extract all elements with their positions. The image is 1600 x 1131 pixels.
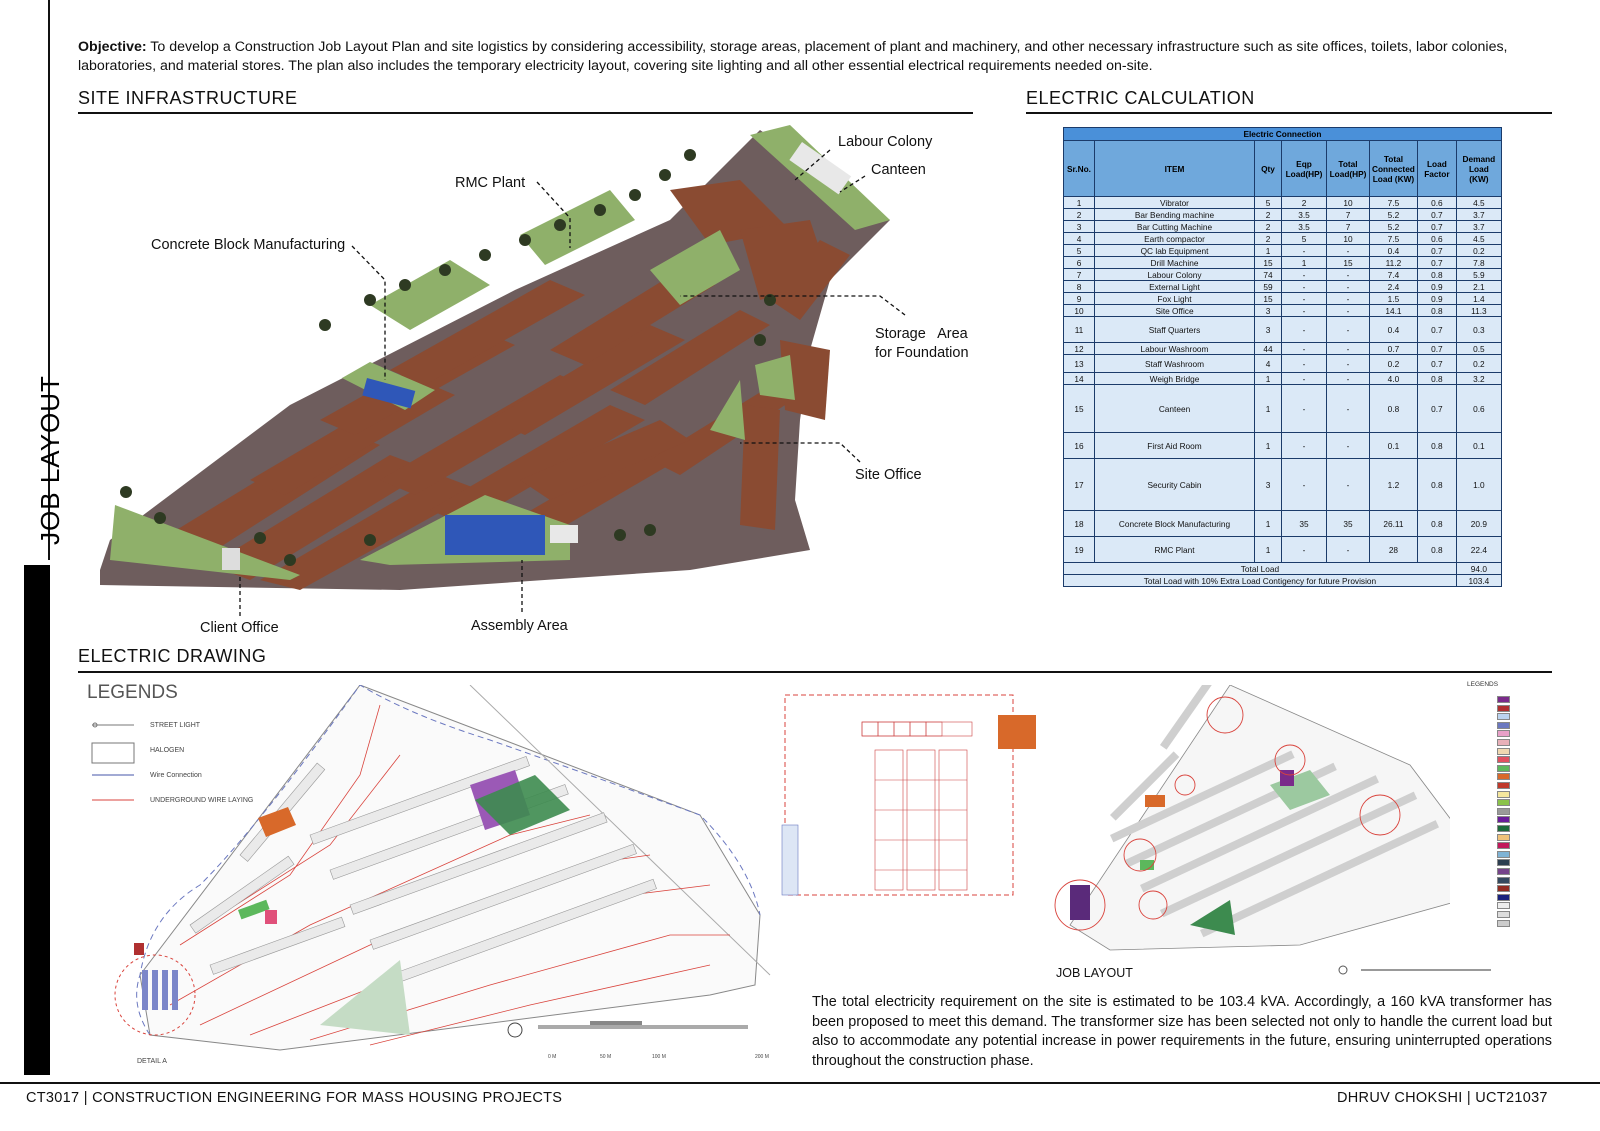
table-cell: 19 xyxy=(1064,537,1095,563)
table-row xyxy=(1064,245,1502,257)
footer-rule xyxy=(0,1082,1600,1084)
table-row xyxy=(1064,355,1502,373)
table-cell: Drill Machine xyxy=(1095,257,1255,269)
table-cell: 0.8 xyxy=(1417,537,1456,563)
table-cell: - xyxy=(1327,343,1370,355)
table-cell: 8 xyxy=(1064,281,1095,293)
table-cell: 1.2 xyxy=(1370,459,1418,511)
table-cell: 0.8 xyxy=(1417,269,1456,281)
transformer-wire-loop xyxy=(785,695,1013,895)
table-header-cell: Qty xyxy=(1255,141,1282,197)
table-cell: 3.5 xyxy=(1282,221,1327,233)
legend-swatch xyxy=(1497,851,1510,858)
legend-swatch xyxy=(1497,773,1510,780)
table-cell: 15 xyxy=(1064,385,1095,433)
table-cell: - xyxy=(1282,433,1327,459)
label-rmc-plant: RMC Plant xyxy=(455,175,526,191)
table-cell: Labour Washroom xyxy=(1095,343,1255,355)
table-cell: 5 xyxy=(1282,233,1327,245)
table-cell: First Aid Room xyxy=(1095,433,1255,459)
table-cell: 0.9 xyxy=(1417,281,1456,293)
table-cell: - xyxy=(1282,269,1327,281)
table-cell: 3 xyxy=(1255,317,1282,343)
table-row xyxy=(1064,281,1502,293)
scale-label-200: 200 M xyxy=(755,1054,769,1060)
legend-swatch xyxy=(1497,920,1510,927)
electric-connection-table xyxy=(1063,127,1502,587)
table-cell: 2 xyxy=(1064,209,1095,221)
table-cell: 7 xyxy=(1327,209,1370,221)
table-cell: 0.7 xyxy=(1417,343,1456,355)
table-cell: - xyxy=(1282,459,1327,511)
leader-rmc xyxy=(537,182,570,248)
table-cell: 0.7 xyxy=(1417,355,1456,373)
leader-site-office xyxy=(740,443,860,462)
legend-swatch xyxy=(1497,902,1510,909)
label-site-office: Site Office xyxy=(855,467,922,483)
table-cell: 14.1 xyxy=(1370,305,1418,317)
table-cell: 2.4 xyxy=(1370,281,1418,293)
table-cell: 17 xyxy=(1064,459,1095,511)
transformer-box xyxy=(998,715,1036,749)
job-layout-plan xyxy=(1050,685,1450,970)
table-cell: - xyxy=(1282,305,1327,317)
table-cell: 11.2 xyxy=(1370,257,1418,269)
table-cell: - xyxy=(1282,355,1327,373)
table-cell: - xyxy=(1327,281,1370,293)
table-cell: 4 xyxy=(1064,233,1095,245)
table-cell: 4 xyxy=(1255,355,1282,373)
table-row xyxy=(1064,197,1502,209)
table-cell: 4.5 xyxy=(1456,197,1501,209)
legend-swatch xyxy=(1497,894,1510,901)
table-cell: 7 xyxy=(1064,269,1095,281)
table-cell: - xyxy=(1327,537,1370,563)
legend-swatch xyxy=(1497,765,1510,772)
legend-swatch xyxy=(1497,799,1510,806)
table-cell: 59 xyxy=(1255,281,1282,293)
table-cell: 1 xyxy=(1255,385,1282,433)
electric-drawing-rule xyxy=(78,671,1552,673)
table-cell: 0.2 xyxy=(1370,355,1418,373)
table-cell: - xyxy=(1327,317,1370,343)
table-cell: 0.9 xyxy=(1417,293,1456,305)
table-cell: 0.6 xyxy=(1417,233,1456,245)
table-cell: - xyxy=(1327,385,1370,433)
table-cell: - xyxy=(1282,317,1327,343)
legend-swatch xyxy=(1497,877,1510,884)
table-cell: 3 xyxy=(1255,305,1282,317)
table-cell: 0.2 xyxy=(1456,245,1501,257)
job-layout-north xyxy=(1339,966,1347,974)
leader-canteen xyxy=(840,176,865,192)
table-caption: Electric Connection xyxy=(1064,128,1502,141)
table-cell: - xyxy=(1282,385,1327,433)
table-cell: 15 xyxy=(1327,257,1370,269)
table-cell: 2 xyxy=(1255,233,1282,245)
table-row xyxy=(1064,373,1502,385)
table-cell: 15 xyxy=(1255,257,1282,269)
table-cell: 74 xyxy=(1255,269,1282,281)
table-cell: 0.8 xyxy=(1417,459,1456,511)
table-header-cell: Demand Load (KW) xyxy=(1456,141,1501,197)
legend-swatch xyxy=(1497,859,1510,866)
objective-label: Objective: xyxy=(78,39,147,55)
table-cell: 0.6 xyxy=(1456,385,1501,433)
leader-concrete-block xyxy=(352,246,385,380)
table-cell: 10 xyxy=(1327,197,1370,209)
table-cell: - xyxy=(1282,343,1327,355)
table-cell: 1 xyxy=(1255,537,1282,563)
table-cell: 10 xyxy=(1327,233,1370,245)
table-header-row xyxy=(1064,141,1502,197)
table-cell: 4.5 xyxy=(1456,233,1501,245)
table-cell: 0.7 xyxy=(1417,209,1456,221)
label-canteen: Canteen xyxy=(871,162,926,178)
table-cell: 2 xyxy=(1255,209,1282,221)
footer-course: CT3017 | CONSTRUCTION ENGINEERING FOR MASS HOUSING PROJECTS xyxy=(26,1090,563,1106)
table-cell: 6 xyxy=(1064,257,1095,269)
table-cell: 0.7 xyxy=(1417,257,1456,269)
plan-pink-block xyxy=(265,910,277,924)
detail-a-label: DETAIL A xyxy=(137,1058,167,1065)
table-cell: 0.6 xyxy=(1417,197,1456,209)
electric-calculation-rule xyxy=(1026,112,1552,114)
transformer-grid xyxy=(862,722,972,890)
table-cell: 28 xyxy=(1370,537,1418,563)
table-header-cell: Sr.No. xyxy=(1064,141,1095,197)
table-cell: 11 xyxy=(1064,317,1095,343)
table-row xyxy=(1064,511,1502,537)
legend-swatch xyxy=(1497,705,1510,712)
table-cell: 3.5 xyxy=(1282,209,1327,221)
legend-swatch xyxy=(1497,868,1510,875)
table-header-cell: Load Factor xyxy=(1417,141,1456,197)
table-cell: 0.8 xyxy=(1417,433,1456,459)
label-storage-area: Storage Area xyxy=(875,326,968,342)
legend-swatch xyxy=(1497,713,1510,720)
table-cell: 4.0 xyxy=(1370,373,1418,385)
table-cell: Bar Bending machine xyxy=(1095,209,1255,221)
table-cell: - xyxy=(1327,305,1370,317)
table-row xyxy=(1064,221,1502,233)
legend-swatch xyxy=(1497,739,1510,746)
label-labour-colony: Labour Colony xyxy=(838,134,933,150)
table-cell: 0.4 xyxy=(1370,317,1418,343)
legend-swatch xyxy=(1497,730,1510,737)
table-cell: 1 xyxy=(1255,433,1282,459)
label-concrete-block: Concrete Block Manufacturing xyxy=(151,237,346,253)
table-cell: 35 xyxy=(1327,511,1370,537)
job-layout-green-small xyxy=(1140,860,1154,870)
table-total-row xyxy=(1064,575,1502,587)
table-cell: 2 xyxy=(1255,221,1282,233)
table-cell: 0.8 xyxy=(1417,373,1456,385)
table-header-cell: Eqp Load(HP) xyxy=(1282,141,1327,197)
table-cell: - xyxy=(1282,537,1327,563)
objective-text: To develop a Construction Job Layout Plan and site logistics by considering accessibility, storage areas, placement of plant and machinery, and other necessary infrastructure such as site offices, toilets, labor colonies, laboratories, and material stores. The plan also includes the temporary electricity layout, covering site lighting and all other essential electrical requirements needed on-site. xyxy=(78,39,1508,74)
electric-site-plan xyxy=(110,685,780,1070)
site-infrastructure-heading: SITE INFRASTRUCTURE xyxy=(78,88,298,108)
table-cell: 15 xyxy=(1255,293,1282,305)
plan-red-marker xyxy=(134,943,144,955)
table-cell: 12 xyxy=(1064,343,1095,355)
table-cell: - xyxy=(1282,281,1327,293)
table-cell: 1.5 xyxy=(1370,293,1418,305)
plan-outline xyxy=(140,685,760,1050)
table-cell: Earth compactor xyxy=(1095,233,1255,245)
table-cell: 1 xyxy=(1255,245,1282,257)
table-cell: 0.1 xyxy=(1456,433,1501,459)
table-cell: 0.7 xyxy=(1417,221,1456,233)
table-row xyxy=(1064,305,1502,317)
table-cell: 0.1 xyxy=(1370,433,1418,459)
table-cell: 0.8 xyxy=(1370,385,1418,433)
table-cell: 3 xyxy=(1255,459,1282,511)
table-cell: Vibrator xyxy=(1095,197,1255,209)
table-cell: 0.4 xyxy=(1370,245,1418,257)
legend-swatch xyxy=(1497,834,1510,841)
table-cell: Concrete Block Manufacturing xyxy=(1095,511,1255,537)
table-cell: 1.0 xyxy=(1456,459,1501,511)
job-layout-detail-a-block xyxy=(1070,885,1090,920)
legend-swatch xyxy=(1497,696,1510,703)
legend-wire-connection: Wire Connection xyxy=(150,772,202,779)
table-row xyxy=(1064,537,1502,563)
table-row xyxy=(1064,385,1502,433)
table-cell: - xyxy=(1282,373,1327,385)
table-cell: 0.7 xyxy=(1417,317,1456,343)
leader-labour-colony xyxy=(795,150,830,180)
table-cell: Staff Washroom xyxy=(1095,355,1255,373)
table-row xyxy=(1064,257,1502,269)
table-row xyxy=(1064,433,1502,459)
summary-paragraph: The total electricity requirement on the site is estimated to be 103.4 kVA. Accordingly, a 160 kVA transformer has been proposed to meet this demand. The transformer size has been selected not only to handle the current load but also to accommodate any potential increase in power requirements in the future, ensuring uninterrupted operations throughout the construction phase. xyxy=(812,994,1552,1069)
table-cell: 0.3 xyxy=(1456,317,1501,343)
table-cell: - xyxy=(1327,245,1370,257)
table-cell: 5 xyxy=(1064,245,1095,257)
legend-swatch xyxy=(1497,808,1510,815)
table-row xyxy=(1064,209,1502,221)
table-cell: - xyxy=(1327,293,1370,305)
table-cell: 7.8 xyxy=(1456,257,1501,269)
table-cell: 2 xyxy=(1282,197,1327,209)
north-arrow xyxy=(508,1023,522,1037)
table-cell: 35 xyxy=(1282,511,1327,537)
table-cell: 0.7 xyxy=(1417,385,1456,433)
legend-swatch xyxy=(1497,842,1510,849)
table-cell: 1 xyxy=(1282,257,1327,269)
legend-swatch xyxy=(1497,825,1510,832)
job-layout-scale-bar xyxy=(1361,969,1491,971)
right-legends-title: LEGENDS xyxy=(1467,681,1499,688)
table-total-value: 103.4 xyxy=(1456,575,1501,587)
table-body xyxy=(1064,197,1502,587)
table-cell: 0.8 xyxy=(1417,511,1456,537)
table-cell: Canteen xyxy=(1095,385,1255,433)
table-cell: 3.7 xyxy=(1456,209,1501,221)
table-cell: Security Cabin xyxy=(1095,459,1255,511)
table-header-cell: ITEM xyxy=(1095,141,1255,197)
legend-swatch xyxy=(1497,791,1510,798)
table-cell: - xyxy=(1282,245,1327,257)
table-cell: RMC Plant xyxy=(1095,537,1255,563)
table-row xyxy=(1064,293,1502,305)
table-cell: 5.9 xyxy=(1456,269,1501,281)
table-row xyxy=(1064,459,1502,511)
table-cell: 7.5 xyxy=(1370,197,1418,209)
table-cell: 1 xyxy=(1064,197,1095,209)
legend-underground-wire: UNDERGROUND WIRE LAYING xyxy=(150,797,254,804)
table-total-label: Total Load with 10% Extra Load Contigency for future Provision xyxy=(1064,575,1457,587)
table-cell: 20.9 xyxy=(1456,511,1501,537)
table-cell: 44 xyxy=(1255,343,1282,355)
table-cell: QC lab Equipment xyxy=(1095,245,1255,257)
transformer-meter-strip xyxy=(782,825,798,895)
table-cell: - xyxy=(1327,269,1370,281)
table-cell: Labour Colony xyxy=(1095,269,1255,281)
table-cell: 13 xyxy=(1064,355,1095,373)
transformer-detail-drawing xyxy=(780,690,1050,915)
table-cell: 16 xyxy=(1064,433,1095,459)
label-storage-area-2: for Foundation xyxy=(875,345,969,361)
job-layout-orange xyxy=(1145,795,1165,807)
table-cell: Bar Cutting Machine xyxy=(1095,221,1255,233)
table-cell: 0.7 xyxy=(1417,245,1456,257)
table-cell: 1.4 xyxy=(1456,293,1501,305)
table-cell: Staff Quarters xyxy=(1095,317,1255,343)
table-cell: 0.2 xyxy=(1456,355,1501,373)
electric-calculation-heading: ELECTRIC CALCULATION xyxy=(1026,88,1255,108)
scale-label-0: 0 M xyxy=(548,1054,557,1060)
table-cell: 0.8 xyxy=(1417,305,1456,317)
label-client-office: Client Office xyxy=(200,620,279,636)
table-cell: External Light xyxy=(1095,281,1255,293)
table-total-label: Total Load xyxy=(1064,563,1457,575)
table-cell: - xyxy=(1327,373,1370,385)
table-cell: 7 xyxy=(1327,221,1370,233)
table-row xyxy=(1064,343,1502,355)
table-total-row xyxy=(1064,563,1502,575)
scale-label-50: 50 M xyxy=(600,1054,612,1060)
scale-bar-segment xyxy=(590,1021,642,1025)
table-cell: 5.2 xyxy=(1370,221,1418,233)
table-cell: 18 xyxy=(1064,511,1095,537)
table-cell: 5.2 xyxy=(1370,209,1418,221)
table-cell: 22.4 xyxy=(1456,537,1501,563)
legend-halogen: HALOGEN xyxy=(150,747,185,754)
job-layout-caption: JOB LAYOUT xyxy=(1056,966,1133,980)
legend-swatch xyxy=(1497,885,1510,892)
scale-label-100: 100 M xyxy=(652,1054,666,1060)
legend-swatch xyxy=(1497,782,1510,789)
leader-storage xyxy=(680,296,905,315)
table-cell: 3.7 xyxy=(1456,221,1501,233)
site-leader-lines xyxy=(0,0,1000,640)
table-cell: - xyxy=(1282,293,1327,305)
table-cell: - xyxy=(1327,459,1370,511)
legend-street-light: STREET LIGHT xyxy=(150,722,201,729)
legend-swatch xyxy=(1497,911,1510,918)
table-header-cell: Total Load(HP) xyxy=(1327,141,1370,197)
job-layout-scale xyxy=(1335,963,1495,977)
table-cell: 1 xyxy=(1255,511,1282,537)
table-cell: 3.2 xyxy=(1456,373,1501,385)
label-assembly-area: Assembly Area xyxy=(471,618,568,634)
legends-title: LEGENDS xyxy=(87,682,178,703)
legend-swatch xyxy=(1497,756,1510,763)
table-cell: - xyxy=(1327,355,1370,373)
table-cell: 0.7 xyxy=(1370,343,1418,355)
table-row xyxy=(1064,269,1502,281)
table-cell: Weigh Bridge xyxy=(1095,373,1255,385)
table-cell: 3 xyxy=(1064,221,1095,233)
table-cell: - xyxy=(1327,433,1370,459)
table-cell: 14 xyxy=(1064,373,1095,385)
table-cell: 7.5 xyxy=(1370,233,1418,245)
scale-bar xyxy=(538,1025,748,1029)
table-row xyxy=(1064,233,1502,245)
legend-swatch xyxy=(1497,816,1510,823)
table-cell: 9 xyxy=(1064,293,1095,305)
footer-author: DHRUV CHOKSHI | UCT21037 xyxy=(1337,1090,1548,1106)
legend-swatch xyxy=(1497,722,1510,729)
legend-swatch xyxy=(1497,748,1510,755)
table-cell: 1 xyxy=(1255,373,1282,385)
table-cell: 0.5 xyxy=(1456,343,1501,355)
table-cell: Site Office xyxy=(1095,305,1255,317)
table-cell: 5 xyxy=(1255,197,1282,209)
table-header-cell: Total Connected Load (KW) xyxy=(1370,141,1418,197)
table-cell: 26.11 xyxy=(1370,511,1418,537)
table-total-value: 94.0 xyxy=(1456,563,1501,575)
table-cell: Fox Light xyxy=(1095,293,1255,305)
table-cell: 7.4 xyxy=(1370,269,1418,281)
table-cell: 11.3 xyxy=(1456,305,1501,317)
table-cell: 2.1 xyxy=(1456,281,1501,293)
table-row xyxy=(1064,317,1502,343)
electric-drawing-heading: ELECTRIC DRAWING xyxy=(78,646,267,666)
table-cell: 10 xyxy=(1064,305,1095,317)
left-black-bar xyxy=(24,565,50,1075)
side-title: JOB LAYOUT xyxy=(35,375,65,545)
